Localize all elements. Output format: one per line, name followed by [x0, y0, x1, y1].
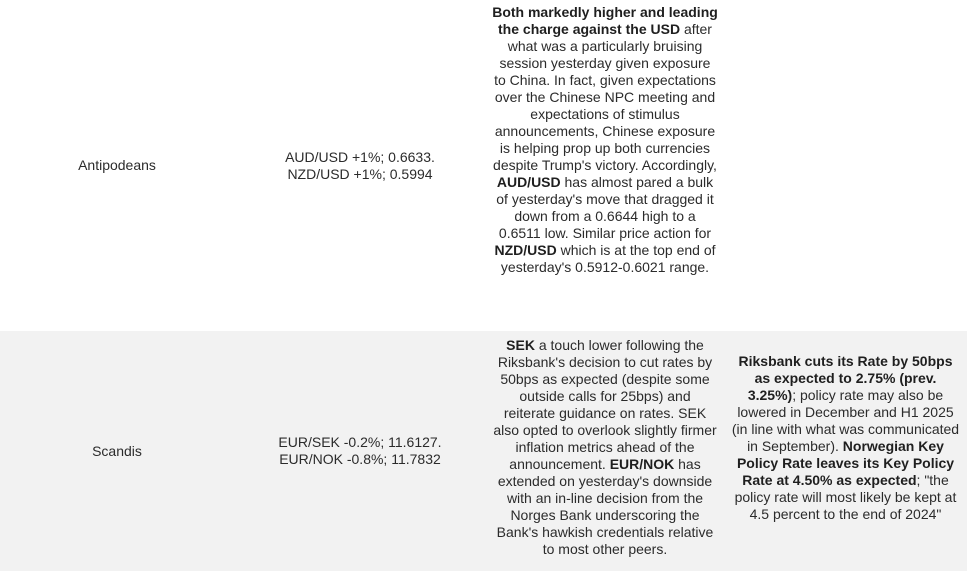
price-move-nzd: NZD/USD +1%; 0.5994: [287, 165, 433, 182]
price-move-sek: EUR/SEK -0.2%; 11.6127.: [278, 434, 442, 450]
news-cell: [724, 331, 967, 571]
commentary-bold: Both markedly higher and leading the charge against the USD: [492, 4, 718, 37]
news-cell: [724, 0, 967, 331]
commentary-bold: NZD/USD: [494, 242, 557, 258]
news-bold: Riksbank cuts its Rate by 50bps as expected to 2.75% (prev. 3.25%): [738, 353, 953, 403]
commentary-text: has almost pared a bulk of yesterday's move that dragged it down from a 0.6644 high to a 0.6511 low. Similar price action for: [496, 174, 714, 241]
region-label: Antipodeans: [78, 157, 156, 173]
commentary-bold: SEK: [506, 337, 535, 353]
commentary-cell: [486, 0, 724, 331]
commentary-text: which is at the top end of yesterday's 0.5912-0.6021 range.: [500, 242, 716, 275]
price-move-nok: EUR/NOK -0.8%; 11.7832: [279, 451, 441, 467]
price-move-aud: AUD/USD +1%; 0.6633.: [285, 148, 435, 165]
region-cell: [0, 331, 234, 571]
price-moves-cell: [234, 331, 486, 571]
region-label: Scandis: [92, 442, 142, 459]
news-text: ; "the policy rate will most likely be kept at 4.5 percent to the end of 2024": [734, 472, 957, 522]
commentary-text: a touch lower following the Riksbank's decision to cut rates by 50bps as expected (despite some outside calls for 25bps) and reiterate guidance on rates. SEK also opted to overlook slightly firmer inflation metrics ahead of the announcement.: [493, 337, 717, 472]
region-cell: [0, 0, 234, 331]
commentary-text: has extended on yesterday's downside with an in-line decision from the Norges Bank underscoring the Bank's hawkish credentials relative to most other peers.: [496, 456, 714, 557]
table-row-scandis: [0, 331, 967, 571]
news-text: ; policy rate may also be lowered in December and H1 2025 (in line with what was communicated in September).: [731, 387, 960, 454]
commentary-bold: EUR/NOK: [609, 456, 675, 472]
commentary-bold: AUD/USD: [496, 174, 561, 190]
commentary-cell: [486, 331, 724, 571]
price-moves-cell: [234, 0, 486, 331]
commentary-text: after what was a particularly bruising session yesterday given exposure to China. In fact, given expectations over the Chinese NPC meeting and expectations of stimulus announcements, Chinese exposure is helping prop up both currencies despite Trump's victory. Accordingly,: [493, 21, 717, 173]
news-bold: Norwegian Key Policy Rate leaves its Key Policy Rate at 4.50% as expected: [736, 438, 955, 488]
